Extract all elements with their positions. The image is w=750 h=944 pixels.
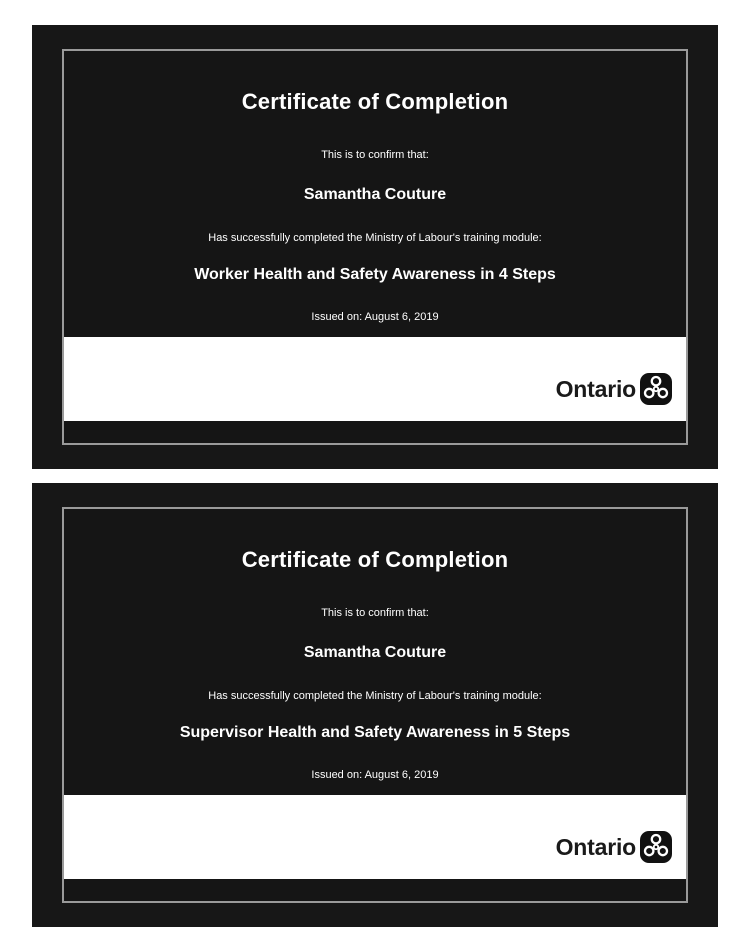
ontario-wordmark: Ontario	[555, 833, 636, 860]
certificate-worker	[32, 25, 718, 469]
ontario-logo	[556, 373, 672, 405]
certificate-title: Certificate of Completion	[241, 547, 509, 572]
ontario-trillium-icon	[640, 831, 672, 863]
module-name: Worker Health and Safety Awareness in 4 Steps	[194, 266, 556, 283]
module-name: Supervisor Health and Safety Awareness in 5 Steps	[179, 724, 571, 741]
certificate-footer	[64, 795, 686, 879]
certificate-title: Certificate of Completion	[241, 89, 509, 114]
recipient-name: Samantha Couture	[303, 644, 447, 661]
confirm-text: This is to confirm that:	[321, 149, 429, 161]
certificate-border	[62, 507, 688, 903]
ontario-logo	[556, 831, 672, 863]
completed-text: Has successfully completed the Ministry of Labour's training module:	[208, 690, 542, 702]
recipient-name: Samantha Couture	[303, 186, 447, 203]
certificate-supervisor	[32, 483, 718, 927]
ontario-trillium-icon	[640, 373, 672, 405]
issued-date: Issued on: August 6, 2019	[311, 311, 439, 323]
ontario-wordmark: Ontario	[555, 375, 636, 402]
certificate-footer	[64, 337, 686, 421]
certificate-border	[62, 49, 688, 445]
completed-text: Has successfully completed the Ministry of Labour's training module:	[208, 232, 542, 244]
confirm-text: This is to confirm that:	[321, 607, 429, 619]
issued-date: Issued on: August 6, 2019	[311, 769, 439, 781]
